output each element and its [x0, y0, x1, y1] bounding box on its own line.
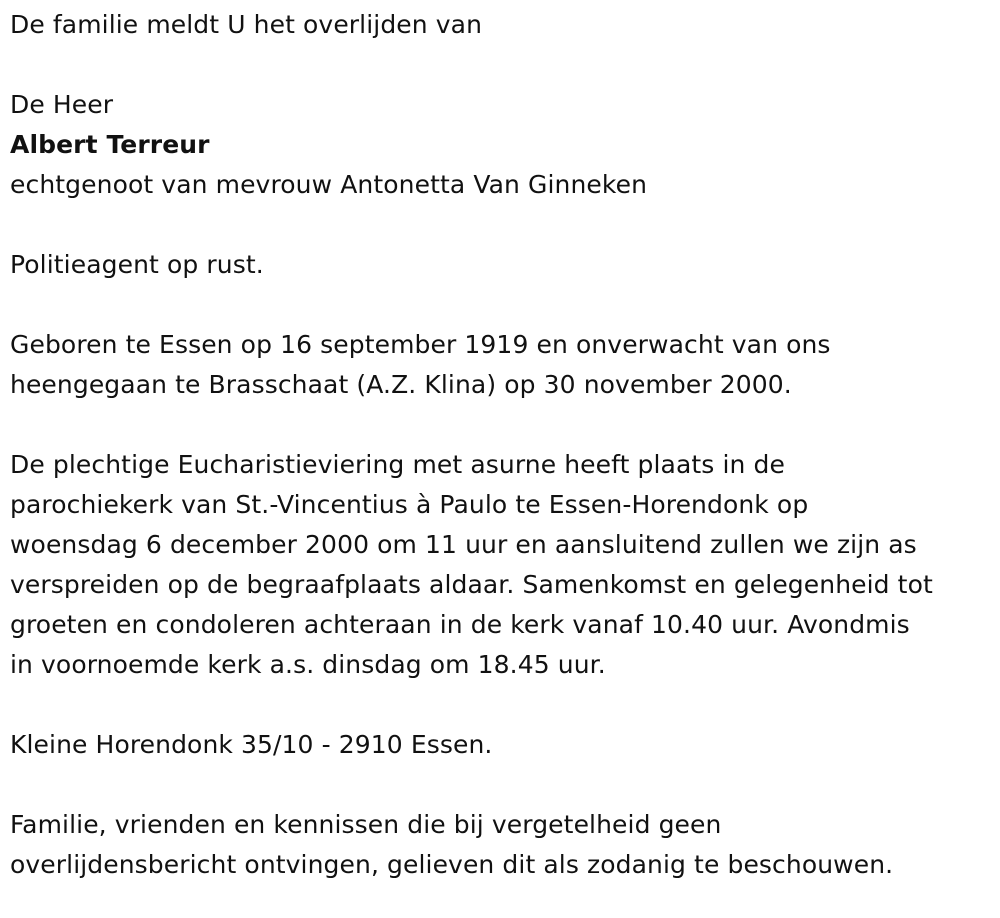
birth-death-line: heengegaan te Brasschaat (A.Z. Klina) op 30 november 2000. — [10, 370, 792, 399]
birth-death-line: Geboren te Essen op 16 september 1919 en onverwacht van ons — [10, 330, 831, 359]
ceremony-line: groeten en condoleren achteraan in de kerk vanaf 10.40 uur. Avondmis — [10, 610, 910, 639]
ceremony-line: in voornoemde kerk a.s. dinsdag om 18.45 uur. — [10, 650, 606, 679]
closing-line: Familie, vrienden en kennissen die bij vergetelheid geen — [10, 810, 722, 839]
ceremony-line: woensdag 6 december 2000 om 11 uur en aansluitend zullen we zijn as — [10, 530, 917, 559]
spouse-text: echtgenoot van mevrouw Antonetta Van Ginneken — [10, 170, 648, 199]
salutation-text: De Heer — [10, 90, 114, 119]
spacer — [10, 765, 995, 805]
spacer — [10, 285, 995, 325]
intro-text: De familie meldt U het overlijden van — [10, 10, 483, 39]
spacer — [10, 685, 995, 725]
spacer — [10, 205, 995, 245]
spacer — [10, 45, 995, 85]
ceremony-line: De plechtige Eucharistieviering met asurne heeft plaats in de — [10, 450, 785, 479]
address-text: Kleine Horendonk 35/10 - 2910 Essen. — [10, 730, 493, 759]
ceremony-line: parochiekerk van St.-Vincentius à Paulo te Essen-Horendonk op — [10, 490, 809, 519]
profession-text: Politieagent op rust. — [10, 250, 264, 279]
closing-line: overlijdensbericht ontvingen, gelieven dit als zodanig te beschouwen. — [10, 850, 894, 879]
deceased-name: Albert Terreur — [10, 130, 210, 159]
ceremony-line: verspreiden op de begraafplaats aldaar. Samenkomst en gelegenheid tot — [10, 570, 933, 599]
death-notice — [10, 0, 995, 885]
spacer — [10, 405, 995, 445]
